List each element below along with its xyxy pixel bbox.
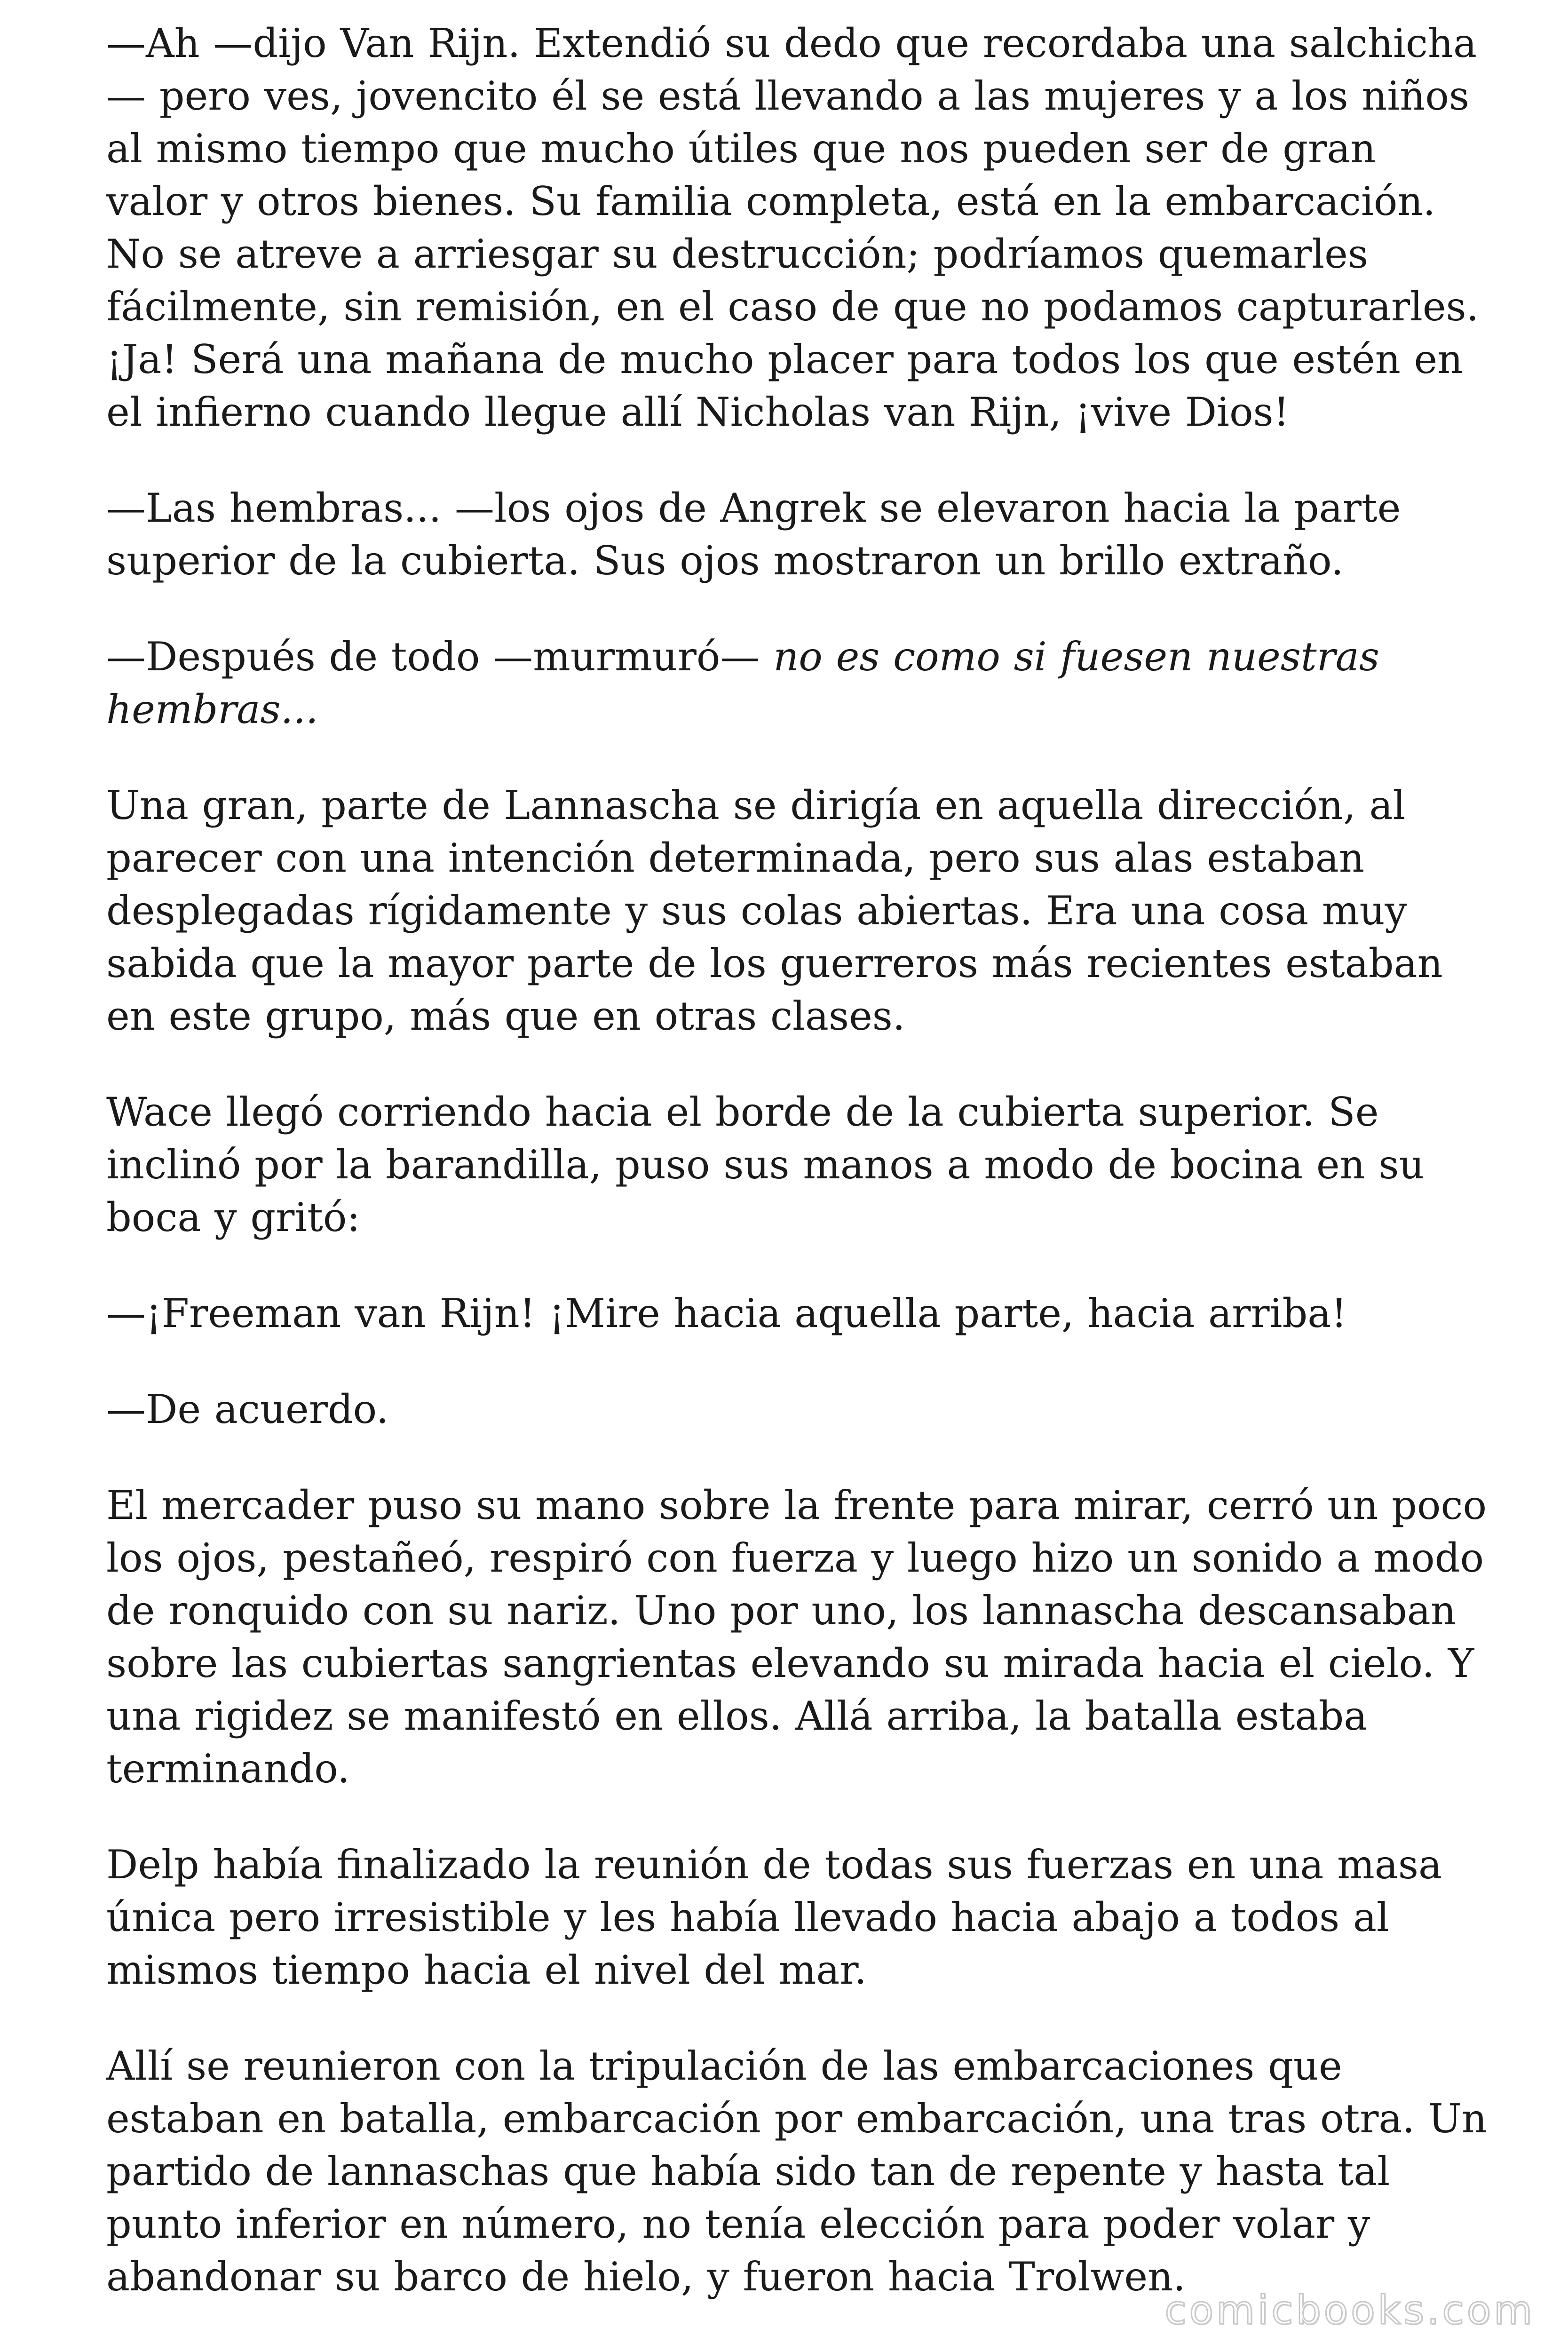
paragraph-text: —Después de todo —murmuró— bbox=[106, 634, 774, 680]
paragraph: —De acuerdo. bbox=[106, 1386, 389, 1432]
paragraph: Wace llegó corriendo hacia el borde de la cubierta superior. Se inclinó por la barandilla, puso sus manos a modo de bocina en su boca y gritó: bbox=[106, 1089, 1425, 1240]
paragraph bbox=[106, 630, 1489, 736]
paragraph: —Ah —dijo Van Rijn. Extendió su dedo que recordaba una salchicha — pero ves, jovencito él se está llevando a las mujeres y a los niños al mismo tiempo que mucho útiles que nos pueden ser de gran valor y otros bienes. Su familia completa, está en la embarcación. No se atreve a arriesgar su destrucción; podríamos quemarles fácilmente, sin remisión, en el caso de que no podamos capturarles. ¡Ja! Será una mañana de mucho placer para todos los que estén en el infierno cuando llegue allí Nicholas van Rijn, ¡vive Dios! bbox=[106, 20, 1479, 435]
paragraph: Allí se reunieron con la tripulación de las embarcaciones que estaban en batalla, embarcación por embarcación, una tras otra. Un partido de lannaschas que había sido tan de repente y hasta tal punto inferior en número, no tenía elección para poder volar y abandonar su barco de hielo, y fueron hacia Trolwen. bbox=[106, 2043, 1487, 2300]
paragraph: El mercader puso su mano sobre la frente para mirar, cerró un poco los ojos, pestañeó, respiró con fuerza y luego hizo un sonido a modo de ronquido con su nariz. Uno por uno, los lannascha descansaban sobre las cubiertas sangrientas elevando su mirada hacia el cielo. Y una rigidez se manifestó en ellos. Allá arriba, la batalla estaba terminando. bbox=[106, 1482, 1487, 1792]
paragraph: —Las hembras... —los ojos de Angrek se elevaron hacia la parte superior de la cubierta. Sus ojos mostraron un brillo extraño. bbox=[106, 485, 1401, 584]
paragraph: Delp había finalizado la reunión de todas sus fuerzas en una masa única pero irresistible y les había llevado hacia abajo a todos al mismos tiempo hacia el nivel del mar. bbox=[106, 1842, 1442, 1993]
paragraph: —¡Freeman van Rijn! ¡Mire hacia aquella parte, hacia arriba! bbox=[106, 1290, 1347, 1336]
watermark: comicbooks.com bbox=[1164, 2287, 1535, 2333]
paragraph: Una gran, parte de Lannascha se dirigía en aquella dirección, al parecer con una intención determinada, pero sus alas estaban desplegadas rígidamente y sus colas abiertas. Era una cosa muy sabida que la mayor parte de los guerreros más recientes estaban en este grupo, más que en otras clases. bbox=[106, 782, 1443, 1039]
page-body bbox=[106, 17, 1489, 2346]
paragraph-italic-text: no es como si fuesen nuestras hembras... bbox=[106, 634, 1379, 732]
